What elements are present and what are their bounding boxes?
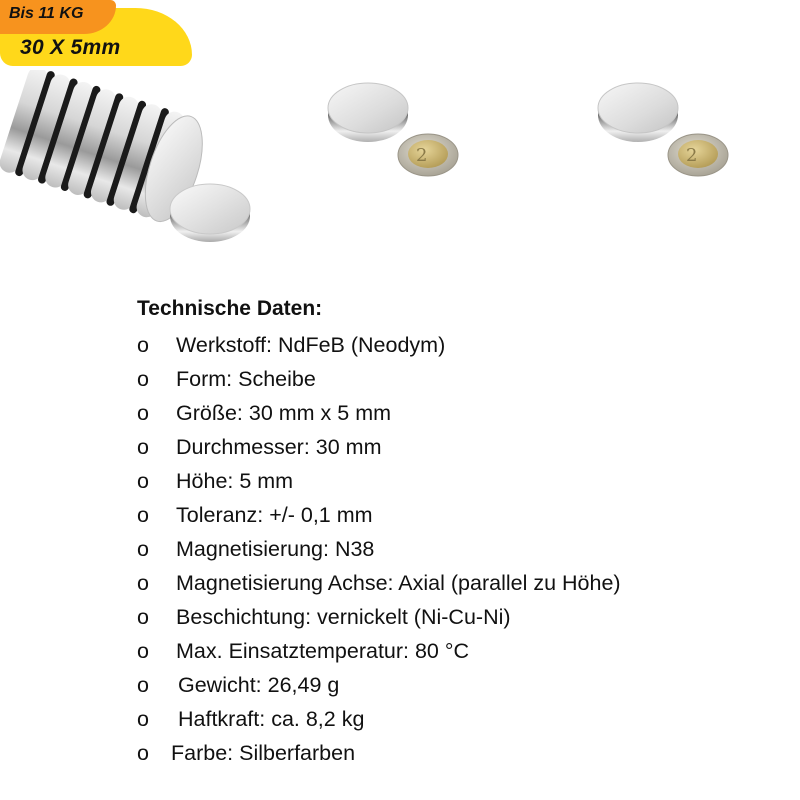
- spec-item: [137, 532, 375, 566]
- svg-text:2: 2: [416, 145, 428, 166]
- bullet-icon: o: [137, 639, 149, 663]
- spec-item: [137, 566, 621, 600]
- svg-text:2: 2: [686, 145, 698, 166]
- spec-item: [137, 600, 511, 634]
- magnet-with-coin-image-2: [590, 75, 740, 185]
- spec-text: Größe: 30 mm x 5 mm: [176, 401, 392, 425]
- spec-text: Magnetisierung Achse: Axial (parallel zu Höhe): [176, 571, 621, 595]
- spec-item: [137, 396, 392, 430]
- spec-text: Gewicht: 26,49 g: [178, 673, 340, 697]
- bullet-icon: o: [137, 503, 149, 527]
- bullet-icon: o: [137, 435, 149, 459]
- specs-title: Technische Daten:: [137, 297, 323, 320]
- bullet-icon: o: [137, 401, 149, 425]
- spec-text: Farbe: Silberfarben: [171, 741, 356, 765]
- spec-text: Max. Einsatztemperatur: 80 °C: [176, 639, 469, 663]
- spec-item: [137, 430, 382, 464]
- bullet-icon: o: [137, 333, 149, 357]
- bullet-icon: o: [137, 741, 149, 765]
- bullet-icon: o: [137, 673, 149, 697]
- magnet-with-coin-image-1: [320, 75, 470, 185]
- spec-item: [137, 634, 469, 668]
- spec-item: [137, 362, 322, 396]
- spec-text: Durchmesser: 30 mm: [176, 435, 382, 459]
- spec-text: Werkstoff: NdFeB (Neodym): [176, 333, 446, 357]
- bullet-icon: o: [137, 469, 149, 493]
- spec-text: Toleranz: +/- 0,1 mm: [176, 503, 373, 527]
- spec-text: Magnetisierung: N38: [176, 537, 375, 561]
- bullet-icon: o: [137, 367, 149, 391]
- weight-badge-label: Bis 11 KG: [9, 5, 84, 22]
- spec-item: [137, 736, 356, 770]
- spec-text: Form: Scheibe: [176, 367, 316, 391]
- bullet-icon: o: [137, 571, 149, 595]
- spec-text: Beschichtung: vernickelt (Ni-Cu-Ni): [176, 605, 511, 629]
- bullet-icon: o: [137, 537, 149, 561]
- spec-item: [137, 464, 322, 498]
- size-badge-label: 30 X 5mm: [20, 36, 121, 59]
- spec-item: [137, 702, 365, 736]
- spec-item: [137, 668, 340, 702]
- magnet-stack-image: [0, 70, 270, 250]
- spec-text: Höhe: 5 mm: [176, 469, 294, 493]
- spec-text: Haftkraft: ca. 8,2 kg: [178, 707, 365, 731]
- bullet-icon: o: [137, 605, 149, 629]
- bullet-icon: o: [137, 707, 149, 731]
- technical-specs: [137, 294, 621, 770]
- spec-item: [137, 498, 373, 532]
- spec-item: [137, 328, 446, 362]
- loose-disc: [170, 184, 250, 242]
